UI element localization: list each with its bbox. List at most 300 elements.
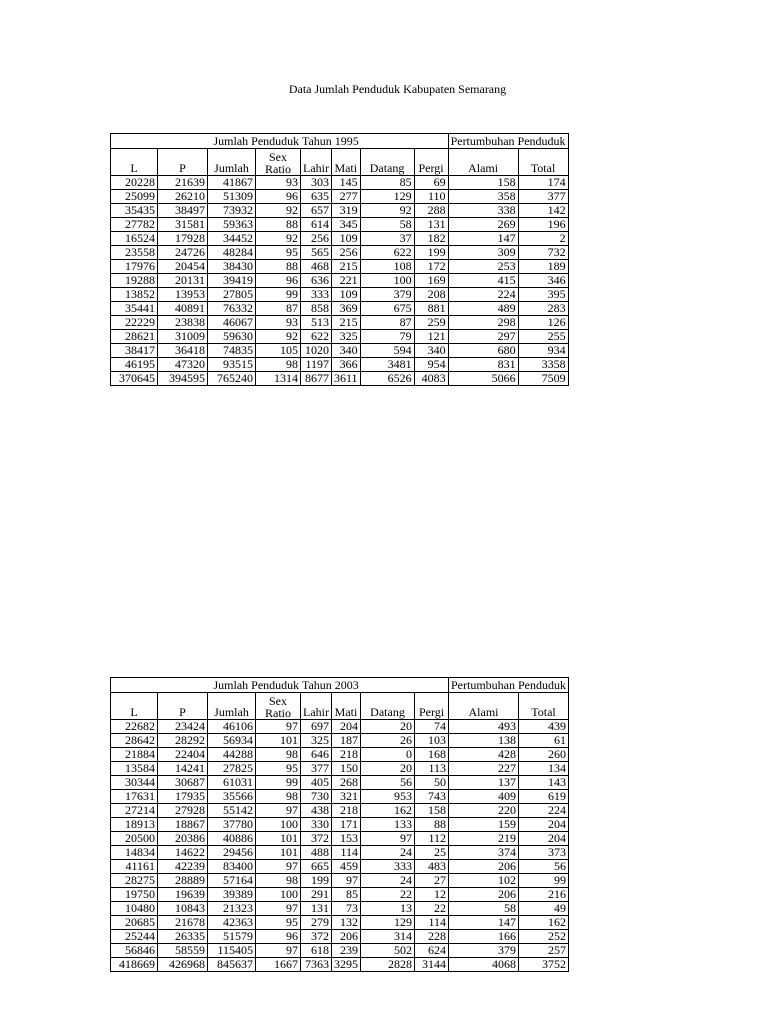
table-cell: 109 bbox=[332, 232, 361, 246]
table-cell: 74 bbox=[415, 720, 449, 734]
table-cell: 56 bbox=[519, 860, 569, 874]
table-cell: 27214 bbox=[111, 804, 158, 818]
table-cell: 55142 bbox=[208, 804, 256, 818]
table-row bbox=[111, 818, 569, 832]
table-cell: 61 bbox=[519, 734, 569, 748]
column-header-pergi: Pergi bbox=[414, 149, 448, 176]
document-title: Data Jumlah Penduduk Kabupaten Semarang bbox=[288, 82, 507, 96]
table-cell: 619 bbox=[519, 790, 569, 804]
table-cell: 21678 bbox=[158, 916, 208, 930]
column-header-alami: Alami bbox=[449, 693, 519, 720]
table-cell: 88 bbox=[256, 218, 301, 232]
table-cell: 38497 bbox=[158, 204, 208, 218]
table-cell: 114 bbox=[415, 916, 449, 930]
table-row bbox=[111, 874, 569, 888]
table-cell: 38430 bbox=[208, 260, 256, 274]
table-cell: 954 bbox=[414, 358, 448, 372]
table-cell: 340 bbox=[332, 344, 361, 358]
table-cell: 19288 bbox=[111, 274, 158, 288]
table-cell: 206 bbox=[332, 930, 361, 944]
table-cell: 171 bbox=[332, 818, 361, 832]
table-cell: 646 bbox=[301, 748, 332, 762]
table-cell: 483 bbox=[415, 860, 449, 874]
table-cell: 298 bbox=[448, 316, 518, 330]
table-cell: 459 bbox=[332, 860, 361, 874]
column-header-p: P bbox=[158, 149, 208, 176]
table-cell: 594 bbox=[360, 344, 414, 358]
table-cell: 374 bbox=[449, 846, 519, 860]
table-cell: 28889 bbox=[158, 874, 208, 888]
table-cell: 38417 bbox=[111, 344, 158, 358]
table-cell: 121 bbox=[414, 330, 448, 344]
table-cell: 41867 bbox=[208, 176, 256, 190]
table-cell: 26 bbox=[361, 734, 415, 748]
table-cell: 16524 bbox=[111, 232, 158, 246]
table-cell: 131 bbox=[414, 218, 448, 232]
table-cell: 338 bbox=[448, 204, 518, 218]
table-cell: 20 bbox=[361, 720, 415, 734]
table-cell: 21323 bbox=[208, 902, 256, 916]
table-cell: 565 bbox=[301, 246, 332, 260]
table-cell: 277 bbox=[332, 190, 361, 204]
table-cell: 46195 bbox=[111, 358, 158, 372]
table-cell: 73 bbox=[332, 902, 361, 916]
table-cell: 13 bbox=[361, 902, 415, 916]
table-cell: 51309 bbox=[208, 190, 256, 204]
column-header-lahir: Lahir bbox=[301, 693, 332, 720]
table-cell: 100 bbox=[256, 888, 301, 902]
table-cell: 49 bbox=[519, 902, 569, 916]
table-cell: 37780 bbox=[208, 818, 256, 832]
table-cell: 159 bbox=[449, 818, 519, 832]
table-cell: 221 bbox=[332, 274, 361, 288]
table-cell: 206 bbox=[449, 888, 519, 902]
table-cell: 346 bbox=[518, 274, 568, 288]
table-cell: 22404 bbox=[158, 748, 208, 762]
column-header-pergi: Pergi bbox=[415, 693, 449, 720]
table-cell: 4068 bbox=[449, 958, 519, 972]
table-cell: 162 bbox=[519, 916, 569, 930]
table-cell: 97 bbox=[256, 944, 301, 958]
table-cell: 22 bbox=[361, 888, 415, 902]
table-cell: 101 bbox=[256, 832, 301, 846]
table-cell: 46067 bbox=[208, 316, 256, 330]
table-cell: 20131 bbox=[158, 274, 208, 288]
table-cell: 218 bbox=[332, 804, 361, 818]
table-cell: 57164 bbox=[208, 874, 256, 888]
group-header-growth: Pertumbuhan Penduduk bbox=[448, 134, 568, 149]
table-cell: 93515 bbox=[208, 358, 256, 372]
table-row bbox=[111, 204, 569, 218]
table-cell: 622 bbox=[301, 330, 332, 344]
table-row bbox=[111, 302, 569, 316]
table-row bbox=[111, 330, 569, 344]
table-cell: 665 bbox=[301, 860, 332, 874]
table-cell: 30344 bbox=[111, 776, 158, 790]
table-cell: 196 bbox=[518, 218, 568, 232]
table-cell: 114 bbox=[332, 846, 361, 860]
table-cell: 333 bbox=[301, 288, 332, 302]
column-header-mati: Mati bbox=[332, 149, 361, 176]
table-cell: 206 bbox=[449, 860, 519, 874]
population-table-2003 bbox=[110, 677, 569, 972]
table-cell: 730 bbox=[301, 790, 332, 804]
table-cell: 85 bbox=[360, 176, 414, 190]
table-cell: 22 bbox=[415, 902, 449, 916]
table-cell: 88 bbox=[256, 260, 301, 274]
column-header-total: Total bbox=[518, 149, 568, 176]
column-header-datang: Datang bbox=[360, 149, 414, 176]
table-cell: 31581 bbox=[158, 218, 208, 232]
table-cell: 172 bbox=[414, 260, 448, 274]
table-cell: 113 bbox=[415, 762, 449, 776]
table-cell: 96 bbox=[256, 274, 301, 288]
table-cell: 372 bbox=[301, 930, 332, 944]
table-cell: 42363 bbox=[208, 916, 256, 930]
table-cell: 259 bbox=[414, 316, 448, 330]
table-row bbox=[111, 260, 569, 274]
column-header-sex-ratio bbox=[256, 149, 301, 176]
table-cell: 95 bbox=[256, 916, 301, 930]
table-cell: 372 bbox=[301, 832, 332, 846]
table-cell: 17928 bbox=[158, 232, 208, 246]
table-total-row bbox=[111, 958, 569, 972]
table-cell: 3295 bbox=[332, 958, 361, 972]
table-cell: 44288 bbox=[208, 748, 256, 762]
table-cell: 325 bbox=[301, 734, 332, 748]
table-cell: 87 bbox=[256, 302, 301, 316]
table-cell: 23838 bbox=[158, 316, 208, 330]
table-cell: 330 bbox=[301, 818, 332, 832]
table-cell: 13953 bbox=[158, 288, 208, 302]
table-cell: 675 bbox=[360, 302, 414, 316]
table-cell: 100 bbox=[256, 818, 301, 832]
table-cell: 26210 bbox=[158, 190, 208, 204]
table-cell: 257 bbox=[519, 944, 569, 958]
table-cell: 98 bbox=[256, 874, 301, 888]
table-cell: 283 bbox=[518, 302, 568, 316]
table-row bbox=[111, 176, 569, 190]
table-cell: 132 bbox=[332, 916, 361, 930]
table-cell: 34452 bbox=[208, 232, 256, 246]
table-cell: 92 bbox=[256, 232, 301, 246]
table-cell: 377 bbox=[301, 762, 332, 776]
table-cell: 182 bbox=[414, 232, 448, 246]
table-cell: 845637 bbox=[208, 958, 256, 972]
table-row bbox=[111, 944, 569, 958]
table-cell: 40891 bbox=[158, 302, 208, 316]
table-cell: 468 bbox=[301, 260, 332, 274]
table-cell: 23558 bbox=[111, 246, 158, 260]
table-cell: 377 bbox=[518, 190, 568, 204]
table-row bbox=[111, 288, 569, 302]
table-cell: 418669 bbox=[111, 958, 158, 972]
table-cell: 260 bbox=[519, 748, 569, 762]
table-cell: 168 bbox=[415, 748, 449, 762]
table-cell: 379 bbox=[449, 944, 519, 958]
table-cell: 439 bbox=[519, 720, 569, 734]
table-row bbox=[111, 804, 569, 818]
table-cell: 26335 bbox=[158, 930, 208, 944]
table-cell: 319 bbox=[332, 204, 361, 218]
table-cell: 314 bbox=[361, 930, 415, 944]
group-header-blank bbox=[111, 678, 208, 693]
table-cell: 24 bbox=[361, 846, 415, 860]
table-cell: 95 bbox=[256, 246, 301, 260]
table-cell: 20 bbox=[361, 762, 415, 776]
table-cell: 97 bbox=[361, 832, 415, 846]
table-cell: 110 bbox=[414, 190, 448, 204]
table-cell: 147 bbox=[449, 916, 519, 930]
table-cell: 340 bbox=[414, 344, 448, 358]
group-header-population: Jumlah Penduduk Tahun 2003 bbox=[208, 678, 449, 693]
table-cell: 69 bbox=[414, 176, 448, 190]
table-cell: 51579 bbox=[208, 930, 256, 944]
table-row bbox=[111, 902, 569, 916]
table-row bbox=[111, 190, 569, 204]
column-header-l: L bbox=[111, 693, 158, 720]
table-cell: 428 bbox=[449, 748, 519, 762]
table-cell: 28292 bbox=[158, 734, 208, 748]
table-cell: 98 bbox=[256, 358, 301, 372]
table-cell: 228 bbox=[415, 930, 449, 944]
column-header-sex-ratio-text: Sex Ratio bbox=[265, 694, 291, 720]
table-cell: 19750 bbox=[111, 888, 158, 902]
table-cell: 3752 bbox=[519, 958, 569, 972]
column-header-p: P bbox=[158, 693, 208, 720]
table-cell: 158 bbox=[448, 176, 518, 190]
table-cell: 1020 bbox=[301, 344, 332, 358]
table-cell: 1667 bbox=[256, 958, 301, 972]
table-cell: 58 bbox=[360, 218, 414, 232]
table-cell: 97 bbox=[256, 720, 301, 734]
table-cell: 174 bbox=[518, 176, 568, 190]
table-cell: 279 bbox=[301, 916, 332, 930]
table-cell: 145 bbox=[332, 176, 361, 190]
table-cell: 657 bbox=[301, 204, 332, 218]
table-cell: 59363 bbox=[208, 218, 256, 232]
table-cell: 134 bbox=[519, 762, 569, 776]
table-cell: 95 bbox=[256, 762, 301, 776]
table-cell: 208 bbox=[414, 288, 448, 302]
table-cell: 415 bbox=[448, 274, 518, 288]
table-cell: 333 bbox=[361, 860, 415, 874]
table-cell: 99 bbox=[256, 288, 301, 302]
table-cell: 3144 bbox=[415, 958, 449, 972]
table-cell: 153 bbox=[332, 832, 361, 846]
table-cell: 129 bbox=[360, 190, 414, 204]
table-cell: 97 bbox=[332, 874, 361, 888]
population-table-1995 bbox=[110, 133, 569, 386]
table-cell: 115405 bbox=[208, 944, 256, 958]
table-total-row bbox=[111, 372, 569, 386]
table-cell: 138 bbox=[449, 734, 519, 748]
table-cell: 99 bbox=[256, 776, 301, 790]
table-cell: 5066 bbox=[448, 372, 518, 386]
table-cell: 345 bbox=[332, 218, 361, 232]
table-cell: 10843 bbox=[158, 902, 208, 916]
table-cell: 48284 bbox=[208, 246, 256, 260]
column-header-mati: Mati bbox=[332, 693, 361, 720]
column-header-jumlah: Jumlah bbox=[208, 693, 256, 720]
table-cell: 58559 bbox=[158, 944, 208, 958]
table-cell: 358 bbox=[448, 190, 518, 204]
table-cell: 6526 bbox=[360, 372, 414, 386]
table-cell: 255 bbox=[518, 330, 568, 344]
table-cell: 831 bbox=[448, 358, 518, 372]
table-cell: 99 bbox=[519, 874, 569, 888]
table-cell: 24726 bbox=[158, 246, 208, 260]
column-header-l: L bbox=[111, 149, 158, 176]
table-cell: 743 bbox=[415, 790, 449, 804]
table-cell: 4083 bbox=[414, 372, 448, 386]
table-cell: 47320 bbox=[158, 358, 208, 372]
table-cell: 131 bbox=[301, 902, 332, 916]
table-cell: 20228 bbox=[111, 176, 158, 190]
table-cell: 83400 bbox=[208, 860, 256, 874]
table-cell: 25099 bbox=[111, 190, 158, 204]
table-cell: 27928 bbox=[158, 804, 208, 818]
table-cell: 10480 bbox=[111, 902, 158, 916]
group-header-population: Jumlah Penduduk Tahun 1995 bbox=[208, 134, 449, 149]
table-cell: 624 bbox=[415, 944, 449, 958]
table-cell: 369 bbox=[332, 302, 361, 316]
table-cell: 162 bbox=[361, 804, 415, 818]
table-cell: 19639 bbox=[158, 888, 208, 902]
table-row bbox=[111, 930, 569, 944]
table-cell: 187 bbox=[332, 734, 361, 748]
table-cell: 614 bbox=[301, 218, 332, 232]
table-cell: 24 bbox=[361, 874, 415, 888]
table-cell: 112 bbox=[415, 832, 449, 846]
table-cell: 732 bbox=[518, 246, 568, 260]
table-cell: 513 bbox=[301, 316, 332, 330]
table-cell: 934 bbox=[518, 344, 568, 358]
table-row bbox=[111, 734, 569, 748]
table-cell: 765240 bbox=[208, 372, 256, 386]
table-cell: 158 bbox=[415, 804, 449, 818]
table-cell: 137 bbox=[449, 776, 519, 790]
column-header-sex-ratio-text: Sex Ratio bbox=[265, 150, 291, 176]
table-cell: 102 bbox=[449, 874, 519, 888]
table-cell: 37 bbox=[360, 232, 414, 246]
table-cell: 3611 bbox=[332, 372, 361, 386]
table-cell: 17976 bbox=[111, 260, 158, 274]
table-row bbox=[111, 358, 569, 372]
table-cell: 88 bbox=[415, 818, 449, 832]
table-cell: 35435 bbox=[111, 204, 158, 218]
table-cell: 370645 bbox=[111, 372, 158, 386]
table-cell: 147 bbox=[448, 232, 518, 246]
table-cell: 61031 bbox=[208, 776, 256, 790]
table-cell: 204 bbox=[519, 832, 569, 846]
table-cell: 93 bbox=[256, 176, 301, 190]
table-cell: 635 bbox=[301, 190, 332, 204]
table-cell: 636 bbox=[301, 274, 332, 288]
table-cell: 13584 bbox=[111, 762, 158, 776]
table-cell: 269 bbox=[448, 218, 518, 232]
table-cell: 50 bbox=[415, 776, 449, 790]
table-cell: 1197 bbox=[301, 358, 332, 372]
column-header-alami: Alami bbox=[448, 149, 518, 176]
table-cell: 56934 bbox=[208, 734, 256, 748]
table-cell: 21639 bbox=[158, 176, 208, 190]
table-cell: 35441 bbox=[111, 302, 158, 316]
table-cell: 438 bbox=[301, 804, 332, 818]
table-cell: 618 bbox=[301, 944, 332, 958]
table-cell: 31009 bbox=[158, 330, 208, 344]
table-cell: 39419 bbox=[208, 274, 256, 288]
table-cell: 216 bbox=[519, 888, 569, 902]
table-cell: 379 bbox=[360, 288, 414, 302]
table-cell: 405 bbox=[301, 776, 332, 790]
table-cell: 28275 bbox=[111, 874, 158, 888]
table-cell: 22682 bbox=[111, 720, 158, 734]
table-cell: 373 bbox=[519, 846, 569, 860]
table-cell: 39389 bbox=[208, 888, 256, 902]
table-cell: 697 bbox=[301, 720, 332, 734]
table-cell: 59630 bbox=[208, 330, 256, 344]
column-header-lahir: Lahir bbox=[301, 149, 332, 176]
table-cell: 204 bbox=[332, 720, 361, 734]
table-cell: 2828 bbox=[361, 958, 415, 972]
group-header-growth: Pertumbuhan Penduduk bbox=[449, 678, 569, 693]
table-cell: 96 bbox=[256, 190, 301, 204]
table-cell: 92 bbox=[256, 330, 301, 344]
table-cell: 28642 bbox=[111, 734, 158, 748]
table-cell: 303 bbox=[301, 176, 332, 190]
table-cell: 101 bbox=[256, 734, 301, 748]
table-cell: 35566 bbox=[208, 790, 256, 804]
table-row bbox=[111, 846, 569, 860]
table-cell: 218 bbox=[332, 748, 361, 762]
table-cell: 28621 bbox=[111, 330, 158, 344]
table-row bbox=[111, 246, 569, 260]
table-cell: 27805 bbox=[208, 288, 256, 302]
table-row bbox=[111, 316, 569, 330]
table-cell: 204 bbox=[519, 818, 569, 832]
table-cell: 58 bbox=[449, 902, 519, 916]
table-cell: 92 bbox=[360, 204, 414, 218]
table-cell: 108 bbox=[360, 260, 414, 274]
table-cell: 366 bbox=[332, 358, 361, 372]
table-cell: 0 bbox=[361, 748, 415, 762]
table-row bbox=[111, 762, 569, 776]
table-cell: 97 bbox=[256, 804, 301, 818]
table-cell: 325 bbox=[332, 330, 361, 344]
table-cell: 8677 bbox=[301, 372, 332, 386]
table-cell: 18867 bbox=[158, 818, 208, 832]
table-cell: 85 bbox=[332, 888, 361, 902]
table-row bbox=[111, 832, 569, 846]
table-cell: 189 bbox=[518, 260, 568, 274]
table-cell: 27782 bbox=[111, 218, 158, 232]
table-cell: 42239 bbox=[158, 860, 208, 874]
table-cell: 3481 bbox=[360, 358, 414, 372]
table-cell: 256 bbox=[332, 246, 361, 260]
table-cell: 17631 bbox=[111, 790, 158, 804]
table-cell: 56846 bbox=[111, 944, 158, 958]
table-cell: 105 bbox=[256, 344, 301, 358]
table-cell: 13852 bbox=[111, 288, 158, 302]
table-cell: 297 bbox=[448, 330, 518, 344]
table-cell: 166 bbox=[449, 930, 519, 944]
table-cell: 7363 bbox=[301, 958, 332, 972]
table-cell: 92 bbox=[256, 204, 301, 218]
table-cell: 953 bbox=[361, 790, 415, 804]
table-cell: 881 bbox=[414, 302, 448, 316]
table-cell: 20500 bbox=[111, 832, 158, 846]
